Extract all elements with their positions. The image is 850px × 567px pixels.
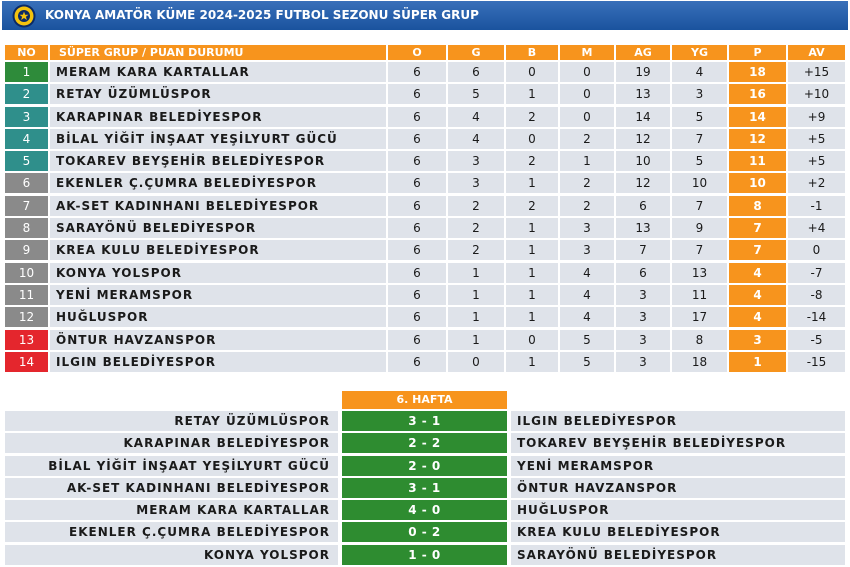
standings-table <box>5 45 845 372</box>
match-row <box>5 545 845 565</box>
lost-cell: 0 <box>560 62 614 82</box>
points-cell: 7 <box>729 240 786 260</box>
points-cell: 7 <box>729 218 786 238</box>
drawn-cell: 1 <box>506 352 558 372</box>
standings-row <box>5 240 845 260</box>
goals-against-cell: 7 <box>672 240 727 260</box>
goals-for-cell: 12 <box>616 129 670 149</box>
week-header-spacer <box>511 391 845 409</box>
goals-for-cell: 3 <box>616 307 670 327</box>
rank-cell: 10 <box>5 263 48 283</box>
played-cell: 6 <box>388 84 446 104</box>
points-cell: 16 <box>729 84 786 104</box>
lost-cell: 2 <box>560 173 614 193</box>
team-name: BİLAL YİĞİT İNŞAAT YEŞİLYURT GÜCÜ <box>50 129 386 149</box>
drawn-cell: 0 <box>506 129 558 149</box>
home-team: KONYA YOLSPOR <box>5 545 338 565</box>
col-header-lost: M <box>560 45 614 60</box>
rank-cell: 8 <box>5 218 48 238</box>
played-cell: 6 <box>388 196 446 216</box>
played-cell: 6 <box>388 330 446 350</box>
goals-for-cell: 6 <box>616 196 670 216</box>
standings-row <box>5 84 845 104</box>
team-name: HUĞLUSPOR <box>50 307 386 327</box>
match-row <box>5 433 845 453</box>
col-header-drawn: B <box>506 45 558 60</box>
home-team: BİLAL YİĞİT İNŞAAT YEŞİLYURT GÜCÜ <box>5 456 338 476</box>
rank-cell: 3 <box>5 107 48 127</box>
drawn-cell: 1 <box>506 240 558 260</box>
goal-diff-cell: +9 <box>788 107 845 127</box>
standings-row <box>5 196 845 216</box>
won-cell: 6 <box>448 62 504 82</box>
standings-row <box>5 218 845 238</box>
goals-for-cell: 14 <box>616 107 670 127</box>
goal-diff-cell: +15 <box>788 62 845 82</box>
standings-row <box>5 263 845 283</box>
points-cell: 4 <box>729 263 786 283</box>
goals-against-cell: 13 <box>672 263 727 283</box>
match-score: 2 - 2 <box>342 433 507 453</box>
goal-diff-cell: -1 <box>788 196 845 216</box>
match-row <box>5 478 845 498</box>
lost-cell: 4 <box>560 285 614 305</box>
col-header-team: SÜPER GRUP / PUAN DURUMU <box>50 45 386 60</box>
home-team: RETAY ÜZÜMLÜSPOR <box>5 411 338 431</box>
won-cell: 1 <box>448 330 504 350</box>
points-cell: 10 <box>729 173 786 193</box>
drawn-cell: 2 <box>506 151 558 171</box>
col-header-goals-for: AG <box>616 45 670 60</box>
team-name: EKENLER Ç.ÇUMRA BELEDİYESPOR <box>50 173 386 193</box>
standings-row <box>5 173 845 193</box>
drawn-cell: 2 <box>506 107 558 127</box>
col-header-goals-against: YG <box>672 45 727 60</box>
lost-cell: 4 <box>560 307 614 327</box>
goals-for-cell: 13 <box>616 218 670 238</box>
lost-cell: 5 <box>560 352 614 372</box>
home-team: EKENLER Ç.ÇUMRA BELEDİYESPOR <box>5 522 338 542</box>
won-cell: 4 <box>448 129 504 149</box>
away-team: KREA KULU BELEDİYESPOR <box>511 522 845 542</box>
drawn-cell: 1 <box>506 173 558 193</box>
goal-diff-cell: -7 <box>788 263 845 283</box>
goal-diff-cell: +2 <box>788 173 845 193</box>
goal-diff-cell: -8 <box>788 285 845 305</box>
team-name: SARAYÖNÜ BELEDİYESPOR <box>50 218 386 238</box>
played-cell: 6 <box>388 218 446 238</box>
goals-against-cell: 10 <box>672 173 727 193</box>
won-cell: 3 <box>448 173 504 193</box>
drawn-cell: 2 <box>506 196 558 216</box>
goals-for-cell: 12 <box>616 173 670 193</box>
team-name: YENİ MERAMSPOR <box>50 285 386 305</box>
lost-cell: 5 <box>560 330 614 350</box>
match-score: 1 - 0 <box>342 545 507 565</box>
rank-cell: 2 <box>5 84 48 104</box>
title-bar <box>2 1 848 30</box>
lost-cell: 0 <box>560 84 614 104</box>
points-cell: 18 <box>729 62 786 82</box>
played-cell: 6 <box>388 62 446 82</box>
team-name: AK-SET KADINHANI BELEDİYESPOR <box>50 196 386 216</box>
team-name: ILGIN BELEDİYESPOR <box>50 352 386 372</box>
points-cell: 8 <box>729 196 786 216</box>
rank-cell: 11 <box>5 285 48 305</box>
goals-for-cell: 7 <box>616 240 670 260</box>
goals-for-cell: 10 <box>616 151 670 171</box>
team-name: RETAY ÜZÜMLÜSPOR <box>50 84 386 104</box>
standings-row <box>5 330 845 350</box>
away-team: HUĞLUSPOR <box>511 500 845 520</box>
goals-for-cell: 19 <box>616 62 670 82</box>
match-row <box>5 456 845 476</box>
drawn-cell: 1 <box>506 307 558 327</box>
col-header-won: G <box>448 45 504 60</box>
won-cell: 0 <box>448 352 504 372</box>
goals-against-cell: 9 <box>672 218 727 238</box>
standings-row <box>5 151 845 171</box>
away-team: ÖNTUR HAVZANSPOR <box>511 478 845 498</box>
goal-diff-cell: +10 <box>788 84 845 104</box>
won-cell: 2 <box>448 218 504 238</box>
goal-diff-cell: +4 <box>788 218 845 238</box>
goals-for-cell: 13 <box>616 84 670 104</box>
goals-against-cell: 5 <box>672 151 727 171</box>
away-team: ILGIN BELEDİYESPOR <box>511 411 845 431</box>
goals-against-cell: 17 <box>672 307 727 327</box>
away-team: YENİ MERAMSPOR <box>511 456 845 476</box>
goals-against-cell: 5 <box>672 107 727 127</box>
standings-body <box>5 62 845 372</box>
standings-row <box>5 285 845 305</box>
match-row <box>5 500 845 520</box>
won-cell: 3 <box>448 151 504 171</box>
col-header-no: NO <box>5 45 48 60</box>
won-cell: 5 <box>448 84 504 104</box>
team-name: TOKAREV BEYŞEHİR BELEDİYESPOR <box>50 151 386 171</box>
match-score: 3 - 1 <box>342 411 507 431</box>
match-score: 0 - 2 <box>342 522 507 542</box>
played-cell: 6 <box>388 352 446 372</box>
away-team: TOKAREV BEYŞEHİR BELEDİYESPOR <box>511 433 845 453</box>
drawn-cell: 0 <box>506 62 558 82</box>
team-name: ÖNTUR HAVZANSPOR <box>50 330 386 350</box>
goals-for-cell: 6 <box>616 263 670 283</box>
home-team: AK-SET KADINHANI BELEDİYESPOR <box>5 478 338 498</box>
page-title: KONYA AMATÖR KÜME 2024-2025 FUTBOL SEZONU SÜPER GRUP <box>45 8 479 22</box>
week-results <box>5 391 845 565</box>
team-name: KARAPINAR BELEDİYESPOR <box>50 107 386 127</box>
won-cell: 1 <box>448 285 504 305</box>
played-cell: 6 <box>388 263 446 283</box>
lost-cell: 0 <box>560 107 614 127</box>
goals-against-cell: 7 <box>672 196 727 216</box>
week-header-row <box>5 391 845 409</box>
won-cell: 2 <box>448 196 504 216</box>
goal-diff-cell: +5 <box>788 129 845 149</box>
points-cell: 4 <box>729 285 786 305</box>
match-row <box>5 522 845 542</box>
points-cell: 1 <box>729 352 786 372</box>
goal-diff-cell: -14 <box>788 307 845 327</box>
goals-against-cell: 8 <box>672 330 727 350</box>
played-cell: 6 <box>388 307 446 327</box>
goals-against-cell: 3 <box>672 84 727 104</box>
points-cell: 14 <box>729 107 786 127</box>
points-cell: 11 <box>729 151 786 171</box>
played-cell: 6 <box>388 107 446 127</box>
standings-row <box>5 129 845 149</box>
won-cell: 2 <box>448 240 504 260</box>
drawn-cell: 1 <box>506 263 558 283</box>
drawn-cell: 1 <box>506 285 558 305</box>
match-list <box>5 411 845 565</box>
lost-cell: 3 <box>560 240 614 260</box>
team-name: KONYA YOLSPOR <box>50 263 386 283</box>
rank-cell: 7 <box>5 196 48 216</box>
goals-against-cell: 4 <box>672 62 727 82</box>
week-label: 6. HAFTA <box>342 391 507 409</box>
goals-against-cell: 7 <box>672 129 727 149</box>
standings-row <box>5 107 845 127</box>
federation-logo-icon <box>12 4 36 28</box>
goal-diff-cell: +5 <box>788 151 845 171</box>
lost-cell: 4 <box>560 263 614 283</box>
lost-cell: 2 <box>560 196 614 216</box>
match-row <box>5 411 845 431</box>
rank-cell: 4 <box>5 129 48 149</box>
goals-for-cell: 3 <box>616 352 670 372</box>
drawn-cell: 0 <box>506 330 558 350</box>
goals-against-cell: 18 <box>672 352 727 372</box>
played-cell: 6 <box>388 285 446 305</box>
team-name: KREA KULU BELEDİYESPOR <box>50 240 386 260</box>
points-cell: 12 <box>729 129 786 149</box>
rank-cell: 14 <box>5 352 48 372</box>
lost-cell: 3 <box>560 218 614 238</box>
rank-cell: 9 <box>5 240 48 260</box>
rank-cell: 1 <box>5 62 48 82</box>
away-team: SARAYÖNÜ BELEDİYESPOR <box>511 545 845 565</box>
match-score: 4 - 0 <box>342 500 507 520</box>
lost-cell: 1 <box>560 151 614 171</box>
standings-row <box>5 307 845 327</box>
drawn-cell: 1 <box>506 84 558 104</box>
col-header-points: P <box>729 45 786 60</box>
goal-diff-cell: -5 <box>788 330 845 350</box>
played-cell: 6 <box>388 129 446 149</box>
won-cell: 1 <box>448 307 504 327</box>
rank-cell: 12 <box>5 307 48 327</box>
won-cell: 4 <box>448 107 504 127</box>
week-header-spacer <box>5 391 338 409</box>
won-cell: 1 <box>448 263 504 283</box>
goals-for-cell: 3 <box>616 330 670 350</box>
played-cell: 6 <box>388 151 446 171</box>
goals-for-cell: 3 <box>616 285 670 305</box>
match-score: 3 - 1 <box>342 478 507 498</box>
played-cell: 6 <box>388 240 446 260</box>
goal-diff-cell: 0 <box>788 240 845 260</box>
home-team: MERAM KARA KARTALLAR <box>5 500 338 520</box>
home-team: KARAPINAR BELEDİYESPOR <box>5 433 338 453</box>
played-cell: 6 <box>388 173 446 193</box>
lost-cell: 2 <box>560 129 614 149</box>
standings-row <box>5 62 845 82</box>
col-header-goal-diff: AV <box>788 45 845 60</box>
drawn-cell: 1 <box>506 218 558 238</box>
standings-header-row <box>5 45 845 60</box>
goals-against-cell: 11 <box>672 285 727 305</box>
match-score: 2 - 0 <box>342 456 507 476</box>
rank-cell: 13 <box>5 330 48 350</box>
rank-cell: 5 <box>5 151 48 171</box>
points-cell: 4 <box>729 307 786 327</box>
team-name: MERAM KARA KARTALLAR <box>50 62 386 82</box>
rank-cell: 6 <box>5 173 48 193</box>
col-header-played: O <box>388 45 446 60</box>
standings-row <box>5 352 845 372</box>
points-cell: 3 <box>729 330 786 350</box>
goal-diff-cell: -15 <box>788 352 845 372</box>
